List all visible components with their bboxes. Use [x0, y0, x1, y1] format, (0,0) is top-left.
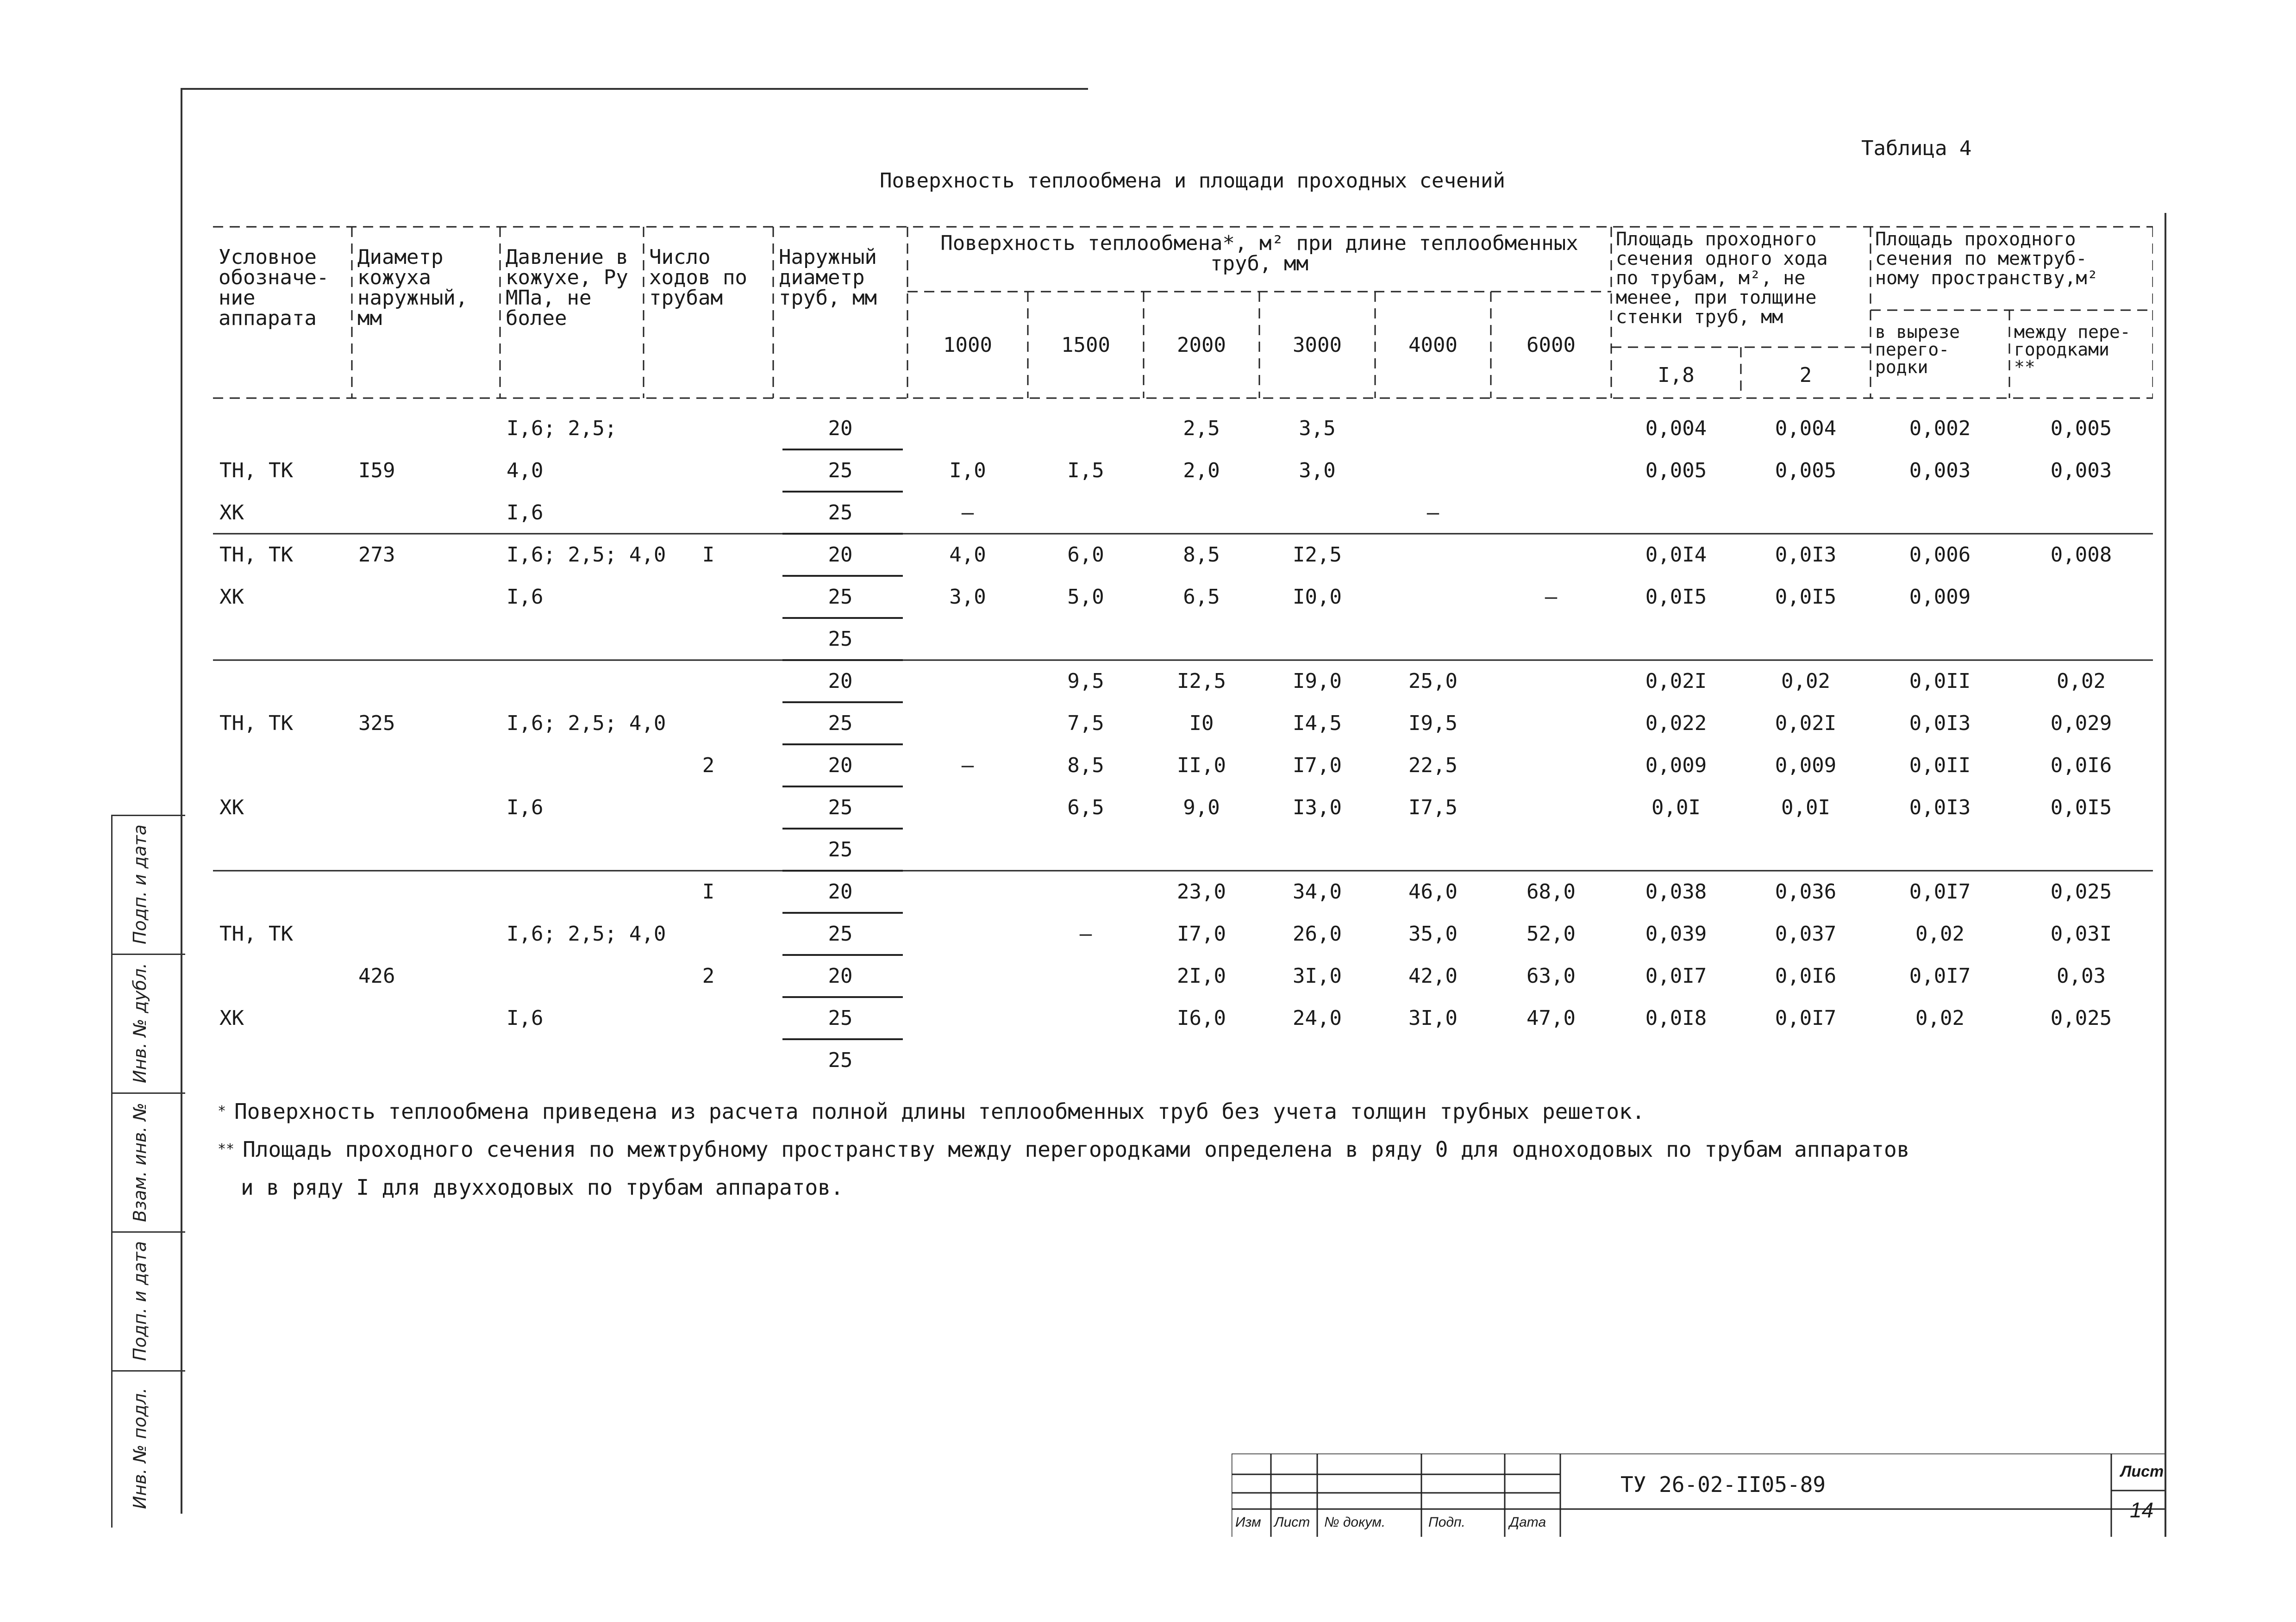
table-cell-r8-c5: –: [961, 754, 974, 777]
table-cell-r6-c14: 0,02: [2057, 669, 2106, 693]
header-shell-diameter: кожуха: [357, 266, 431, 289]
table-cell-r0-c12: 0,004: [1775, 417, 1837, 440]
table-cell-r8-c6: 8,5: [1067, 754, 1104, 777]
table-cell-r1-c13: 0,003: [1909, 459, 1971, 482]
header-tube-flow-group: сечения одного хода: [1616, 248, 1828, 269]
table-cell-r12-c0: ТН, ТК: [219, 922, 293, 946]
table-cell-r4-c2: I,6: [507, 585, 544, 609]
table-cell-r12-c2: I,6; 2,5; 4,0: [507, 922, 666, 946]
stamp-divider: [111, 954, 185, 955]
table-cell-r13-c11: 0,0I7: [1645, 964, 1707, 988]
header-length-3000: 3000: [1293, 333, 1342, 357]
table-cell-r13-c10: 63,0: [1526, 964, 1576, 988]
table-cell-r7-c14: 0,029: [2050, 711, 2112, 735]
table-cell-r1-c2: 4,0: [507, 459, 544, 482]
header-passes: ходов по: [649, 266, 747, 289]
table-cell-r8-c9: 22,5: [1408, 754, 1458, 777]
table-cell-r14-c9: 3I,0: [1408, 1006, 1458, 1030]
footnote-1-text: Поверхность теплообмена приведена из расчета полной длины теплообменных труб без учета толщин трубных решеток.: [234, 1099, 1645, 1124]
stamp-label: Подп. и дата: [130, 824, 150, 944]
table-cell-r3-c8: I2,5: [1293, 543, 1342, 567]
table-cell-r11-c4: 20: [828, 880, 853, 904]
table-cell-r2-c9: –: [1426, 501, 1439, 524]
table-cell-r8-c11: 0,009: [1645, 754, 1707, 777]
table-cell-r3-c1: 273: [358, 543, 395, 567]
table-cell-r7-c4: 25: [828, 711, 853, 735]
table-cell-r3-c4: 20: [828, 543, 853, 567]
title-col-label: Дата: [1509, 1515, 1546, 1530]
table-cell-r3-c7: 8,5: [1183, 543, 1220, 567]
stamp-label: Инв. № дубл.: [130, 963, 150, 1083]
table-cell-r11-c10: 68,0: [1526, 880, 1576, 904]
table-cell-r0-c11: 0,004: [1645, 417, 1707, 440]
table-cell-r1-c0: ТН, ТК: [219, 459, 293, 482]
table-cell-r8-c14: 0,0I6: [2050, 754, 2112, 777]
title-col-label: № докум.: [1324, 1515, 1386, 1530]
table-cell-r14-c8: 24,0: [1293, 1006, 1342, 1030]
table-cell-r8-c8: I7,0: [1293, 754, 1342, 777]
header-length-4000: 4000: [1408, 333, 1458, 357]
table-cell-r13-c4: 20: [828, 964, 853, 988]
table-cell-r6-c7: I2,5: [1177, 669, 1226, 693]
table-cell-r3-c5: 4,0: [949, 543, 986, 567]
table-cell-r3-c12: 0,0I3: [1775, 543, 1837, 567]
table-cell-r11-c9: 46,0: [1408, 880, 1458, 904]
table-cell-r7-c11: 0,022: [1645, 711, 1707, 735]
table-cell-r8-c7: II,0: [1177, 754, 1226, 777]
table-cell-r7-c9: I9,5: [1408, 711, 1458, 735]
header-shell-flow-group: ному пространству,м²: [1875, 268, 2098, 289]
stamp-divider: [111, 1370, 185, 1372]
header-tube-flow-group: Площадь проходного: [1616, 229, 1817, 250]
header-tube-diameter: труб, мм: [779, 286, 877, 310]
side-stamp: [111, 815, 185, 1528]
title-col-label: Лист: [1274, 1515, 1310, 1530]
table-cell-r3-c14: 0,008: [2050, 543, 2112, 567]
header-passes: трубам: [649, 286, 723, 310]
title-col-label: Изм: [1235, 1515, 1261, 1530]
header-length-6000: 6000: [1526, 333, 1576, 357]
table-cell-r7-c12: 0,02I: [1775, 711, 1837, 735]
table-cell-r12-c12: 0,037: [1775, 922, 1837, 946]
table-cell-r12-c11: 0,039: [1645, 922, 1707, 946]
header-shell-sub-0: родки: [1875, 357, 1928, 377]
table-cell-r13-c7: 2I,0: [1177, 964, 1226, 988]
table-cell-r1-c12: 0,005: [1775, 459, 1837, 482]
header-length-2000: 2000: [1177, 333, 1226, 357]
table-cell-r2-c0: ХК: [219, 501, 244, 524]
stamp-label: Взам. инв. №: [130, 1102, 150, 1222]
table-cell-r9-c13: 0,0I3: [1909, 796, 1971, 819]
table-cell-r12-c10: 52,0: [1526, 922, 1576, 946]
table-cell-r4-c11: 0,0I5: [1645, 585, 1707, 609]
table-cell-r8-c13: 0,0II: [1909, 754, 1971, 777]
table-cell-r4-c6: 5,0: [1067, 585, 1104, 609]
table-cell-r15-c4: 25: [828, 1048, 853, 1072]
table-cell-r11-c14: 0,025: [2050, 880, 2112, 904]
table-cell-r8-c12: 0,009: [1775, 754, 1837, 777]
table-cell-r11-c12: 0,036: [1775, 880, 1837, 904]
data-table: [213, 222, 2153, 1079]
table-cell-r12-c8: 26,0: [1293, 922, 1342, 946]
table-cell-r13-c1: 426: [358, 964, 395, 988]
header-surface-group: труб, мм: [1210, 252, 1308, 275]
header-pressure: более: [506, 306, 567, 330]
table-cell-r7-c13: 0,0I3: [1909, 711, 1971, 735]
header-designation: аппарата: [219, 306, 317, 330]
table-cell-r13-c9: 42,0: [1408, 964, 1458, 988]
footnote-2-text-a: Площадь проходного сечения по межтрубному пространству между перегородками определена в ряду 0 для одноходовых по трубам аппаратов: [243, 1137, 1910, 1162]
table-cell-r14-c10: 47,0: [1526, 1006, 1576, 1030]
footnote-2-cont: [218, 1168, 1909, 1206]
table-cell-r3-c0: ТН, ТК: [219, 543, 293, 567]
table-cell-r7-c0: ТН, ТК: [219, 711, 293, 735]
table-cell-r7-c7: I0: [1189, 711, 1214, 735]
header-designation: обозначе-: [219, 266, 329, 289]
header-wall-1: 2: [1799, 363, 1812, 387]
header-pressure: Давление в: [506, 245, 628, 269]
table-cell-r9-c6: 6,5: [1067, 796, 1104, 819]
stamp-divider: [111, 815, 185, 816]
table-cell-r9-c4: 25: [828, 796, 853, 819]
table-title: Поверхность теплообмена и площади проходных сечений: [880, 169, 1506, 193]
table-cell-r13-c3: 2: [702, 964, 715, 988]
table-cell-r12-c4: 25: [828, 922, 853, 946]
table-cell-r6-c13: 0,0II: [1909, 669, 1971, 693]
table-cell-r4-c4: 25: [828, 585, 853, 609]
table-cell-r8-c3: 2: [702, 754, 715, 777]
table-cell-r1-c8: 3,0: [1299, 459, 1336, 482]
table-cell-r6-c6: 9,5: [1067, 669, 1104, 693]
table-cell-r13-c8: 3I,0: [1293, 964, 1342, 988]
header-tube-flow-group: стенки труб, мм: [1616, 306, 1783, 328]
table-cell-r6-c9: 25,0: [1408, 669, 1458, 693]
table-cell-r11-c3: I: [702, 880, 715, 904]
table-cell-r0-c7: 2,5: [1183, 417, 1220, 440]
table-cell-r0-c2: I,6; 2,5;: [507, 417, 617, 440]
footnotes: [218, 1092, 1909, 1206]
document-code: ТУ 26-02-II05-89: [1620, 1472, 1826, 1497]
header-shell-sub-1: между пере-: [2014, 322, 2131, 342]
table-cell-r11-c7: 23,0: [1177, 880, 1226, 904]
table-cell-r14-c2: I,6: [507, 1006, 544, 1030]
table-cell-r12-c6: –: [1079, 922, 1092, 946]
table-cell-r0-c8: 3,5: [1299, 417, 1336, 440]
table-cell-r3-c13: 0,006: [1909, 543, 1971, 567]
table-cell-r9-c14: 0,0I5: [2050, 796, 2112, 819]
frame-right-border: [2165, 213, 2166, 1537]
table-cell-r7-c1: 325: [358, 711, 395, 735]
table-cell-r7-c6: 7,5: [1067, 711, 1104, 735]
table-cell-r1-c1: I59: [358, 459, 395, 482]
table-cell-r1-c14: 0,003: [2050, 459, 2112, 482]
table-cell-r6-c11: 0,02I: [1645, 669, 1707, 693]
footnote-2-text-b: и в ряду I для двухходовых по трубам аппаратов.: [241, 1175, 844, 1200]
table-cell-r7-c8: I4,5: [1293, 711, 1342, 735]
table-cell-r3-c2: I,6; 2,5; 4,0: [507, 543, 666, 567]
header-shell-sub-0: в вырезе: [1875, 322, 1960, 342]
table-cell-r14-c11: 0,0I8: [1645, 1006, 1707, 1030]
frame-top-border: [181, 88, 1088, 90]
table-cell-r2-c4: 25: [828, 501, 853, 524]
header-surface-group: Поверхность теплообмена*, м² при длине теплообменных: [940, 231, 1578, 255]
table-cell-r14-c4: 25: [828, 1006, 853, 1030]
header-shell-sub-1: **: [2014, 357, 2035, 377]
table-cell-r4-c7: 6,5: [1183, 585, 1220, 609]
table-cell-r0-c13: 0,002: [1909, 417, 1971, 440]
table-cell-r11-c8: 34,0: [1293, 880, 1342, 904]
table-cell-r3-c11: 0,0I4: [1645, 543, 1707, 567]
table-cell-r12-c14: 0,03I: [2050, 922, 2112, 946]
table-cell-r5-c4: 25: [828, 627, 853, 651]
table-cell-r6-c12: 0,02: [1781, 669, 1830, 693]
table-cell-r0-c14: 0,005: [2050, 417, 2112, 440]
table-cell-r14-c13: 0,02: [1915, 1006, 1964, 1030]
table-cell-r14-c14: 0,025: [2050, 1006, 2112, 1030]
table-cell-r7-c2: I,6; 2,5; 4,0: [507, 711, 666, 735]
header-designation: Условное: [219, 245, 317, 269]
table-cell-r12-c9: 35,0: [1408, 922, 1458, 946]
table-cell-r14-c7: I6,0: [1177, 1006, 1226, 1030]
table-cell-r14-c12: 0,0I7: [1775, 1006, 1837, 1030]
table-cell-r2-c5: –: [961, 501, 974, 524]
header-pressure: кожухе, Ру: [506, 266, 628, 289]
footnote-1: [218, 1092, 1909, 1130]
table-cell-r1-c11: 0,005: [1645, 459, 1707, 482]
stamp-label: Подп. и дата: [130, 1241, 150, 1361]
sheet-number: 14: [2130, 1498, 2154, 1522]
header-length-1500: 1500: [1061, 333, 1110, 357]
table-cell-r9-c2: I,6: [507, 796, 544, 819]
footnote-mark-2: **: [218, 1141, 235, 1157]
title-col-label: Подп.: [1428, 1515, 1465, 1530]
table-cell-r1-c7: 2,0: [1183, 459, 1220, 482]
table-cell-r4-c10: –: [1545, 585, 1558, 609]
table-cell-r0-c4: 20: [828, 417, 853, 440]
table-cell-r4-c8: I0,0: [1293, 585, 1342, 609]
table-cell-r12-c13: 0,02: [1915, 922, 1964, 946]
table-cell-r4-c5: 3,0: [949, 585, 986, 609]
table-cell-r9-c9: I7,5: [1408, 796, 1458, 819]
table-cell-r11-c13: 0,0I7: [1909, 880, 1971, 904]
table-cell-r4-c0: ХК: [219, 585, 244, 609]
stamp-divider: [111, 1092, 185, 1094]
table-cell-r12-c7: I7,0: [1177, 922, 1226, 946]
table-label: Таблица 4: [1861, 137, 1972, 160]
header-shell-flow-group: сечения по межтруб-: [1875, 248, 2087, 269]
footnote-2: [218, 1130, 1909, 1168]
table-cell-r13-c13: 0,0I7: [1909, 964, 1971, 988]
table-cell-r2-c2: I,6: [507, 501, 544, 524]
header-shell-sub-0: перего-: [1875, 339, 1950, 360]
header-shell-diameter: наружный,: [357, 286, 468, 310]
table-cell-r4-c13: 0,009: [1909, 585, 1971, 609]
stamp-divider: [111, 1231, 185, 1233]
header-passes: Число: [649, 245, 711, 269]
header-designation: ние: [219, 286, 256, 310]
header-tube-diameter: Наружный: [779, 245, 877, 269]
table-cell-r13-c14: 0,03: [2057, 964, 2106, 988]
header-wall-0: I,8: [1658, 363, 1695, 387]
table-cell-r9-c8: I3,0: [1293, 796, 1342, 819]
table-cell-r14-c0: ХК: [219, 1006, 244, 1030]
header-shell-diameter: мм: [357, 306, 382, 330]
header-shell-diameter: Диаметр: [357, 245, 444, 269]
table-cell-r10-c4: 25: [828, 838, 853, 861]
table-cell-r1-c6: I,5: [1067, 459, 1104, 482]
table-cell-r11-c11: 0,038: [1645, 880, 1707, 904]
header-tube-flow-group: менее, при толщине: [1616, 287, 1817, 308]
table-cell-r4-c12: 0,0I5: [1775, 585, 1837, 609]
table-cell-r8-c4: 20: [828, 754, 853, 777]
table-cell-r1-c5: I,0: [949, 459, 986, 482]
table-cell-r3-c6: 6,0: [1067, 543, 1104, 567]
header-length-1000: 1000: [943, 333, 992, 357]
table-cell-r6-c4: 20: [828, 669, 853, 693]
header-pressure: МПа, не: [506, 286, 592, 310]
sheet-label: Лист: [2121, 1463, 2164, 1480]
table-cell-r1-c4: 25: [828, 459, 853, 482]
table-cell-r9-c0: ХК: [219, 796, 244, 819]
table-cell-r13-c12: 0,0I6: [1775, 964, 1837, 988]
header-tube-diameter: диаметр: [779, 266, 865, 289]
header-tube-flow-group: по трубам, м², не: [1616, 268, 1806, 289]
footnote-mark-1: *: [218, 1103, 226, 1119]
table-cell-r9-c11: 0,0I: [1652, 796, 1701, 819]
header-shell-sub-1: городками: [2014, 339, 2109, 360]
stamp-label: Инв. № подл.: [130, 1387, 150, 1509]
table-cell-r3-c3: I: [702, 543, 715, 567]
table-cell-r9-c7: 9,0: [1183, 796, 1220, 819]
table-cell-r9-c12: 0,0I: [1781, 796, 1830, 819]
header-shell-flow-group: Площадь проходного: [1875, 229, 2076, 250]
table-cell-r6-c8: I9,0: [1293, 669, 1342, 693]
